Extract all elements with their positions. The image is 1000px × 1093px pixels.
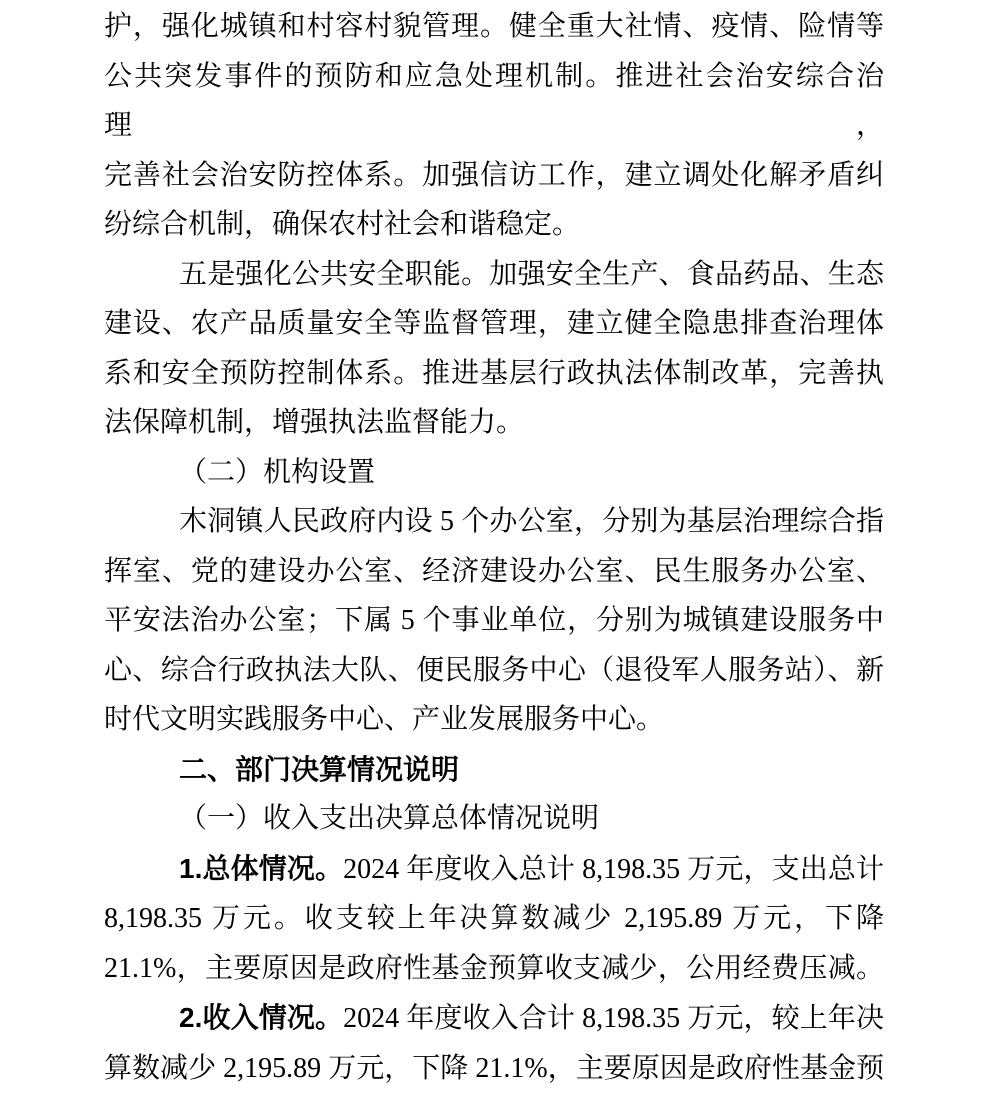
run-text: 2024 年度收入总计 8,198.35 万元，支出总计 bbox=[343, 854, 884, 885]
subsection-heading-overall: （一）收入支出决算总体情况说明 bbox=[104, 794, 884, 844]
body-text-line: 护，强化城镇和村容村貌管理。健全重大社情、疫情、险情等 bbox=[104, 2, 884, 52]
body-text-line: 木洞镇人民政府内设 5 个办公室，分别为基层治理综合指 bbox=[104, 497, 884, 547]
body-text-line: 法保障机制，增强执法监督能力。 bbox=[104, 398, 884, 448]
body-text-line: 纷综合机制，确保农村社会和谐稳定。 bbox=[104, 200, 884, 250]
body-text-line: 公共突发事件的预防和应急处理机制。推进社会治安综合治理， bbox=[104, 52, 884, 151]
run-text: 2024 年度收入合计 8,198.35 万元，较上年决 bbox=[343, 1003, 884, 1034]
body-text-line: 完善社会治安防控体系。加强信访工作，建立调处化解矛盾纠 bbox=[104, 151, 884, 201]
body-text-line: 挥室、党的建设办公室、经济建设办公室、民生服务办公室、 bbox=[104, 547, 884, 597]
body-text-line: 平安法治办公室；下属 5 个事业单位，分别为城镇建设服务中 bbox=[104, 596, 884, 646]
body-text-line: 8,198.35 万元。收支较上年决算数减少 2,195.89 万元，下降 bbox=[104, 894, 884, 944]
body-text-line: 建设、农产品质量安全等监督管理，建立健全隐患排查治理体 bbox=[104, 299, 884, 349]
body-text-line bbox=[104, 844, 884, 895]
body-text-line: 系和安全预防控制体系。推进基层行政执法体制改革，完善执 bbox=[104, 349, 884, 399]
body-text-line: 心、综合行政执法大队、便民服务中心（退役军人服务站）、新 bbox=[104, 646, 884, 696]
run-in-label-overall: 1.总体情况。 bbox=[179, 853, 343, 884]
subsection-heading-org-setup: （二）机构设置 bbox=[104, 448, 884, 498]
section-heading-final-accounts: 二、部门决算情况说明 bbox=[104, 745, 884, 795]
body-text-line: 算数减少 2,195.89 万元，下降 21.1%，主要原因是政府性基金预 bbox=[104, 1044, 884, 1093]
body-text-line: 五是强化公共安全职能。加强安全生产、食品药品、生态 bbox=[104, 250, 884, 300]
body-text-line: 时代文明实践服务中心、产业发展服务中心。 bbox=[104, 695, 884, 745]
body-text-line bbox=[104, 993, 884, 1044]
run-in-label-income: 2.收入情况。 bbox=[179, 1002, 343, 1033]
body-text-line: 21.1%，主要原因是政府性基金预算收支减少，公用经费压减。 bbox=[104, 944, 884, 994]
